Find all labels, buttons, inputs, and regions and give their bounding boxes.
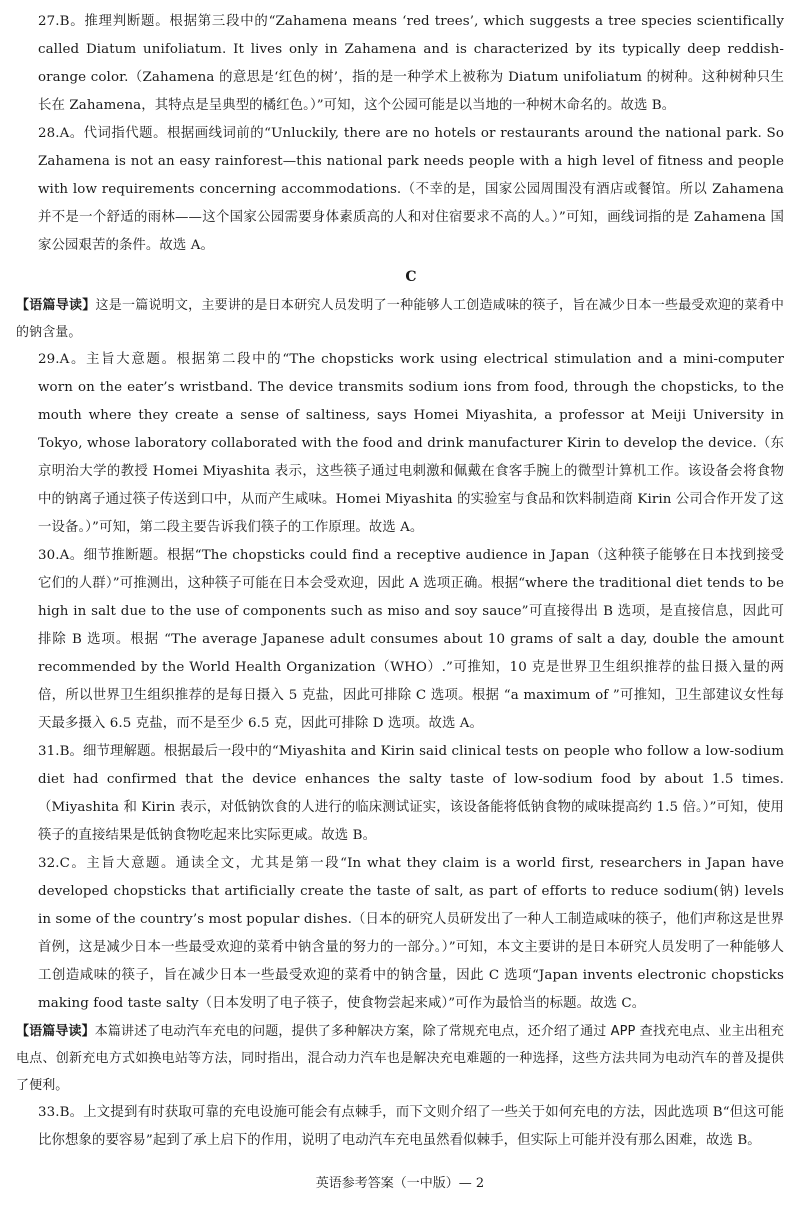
answer-31: 31.B。细节理解题。根据最后一段中的“Miyashita and Kirin said clinical tests on people who follow a low-sodium diet had confirmed that the device enhances the salty taste of low-sodium food by about 1.5 times.（Miyashita 和 Kirin 表示，对低钠饮食的人进行的临床测试证实，该设备能将低钠食物的咸味提高约 1.5 倍。）”可知，使用筷子的直接结果是低钠食物吃起来比实际更咸。故选 B。: [38, 744, 784, 843]
page-content: [0, 8, 800, 1155]
answer-30: 30.A。细节推断题。根据“The chopsticks could find a receptive audience in Japan（这种筷子能够在日本找到接受它们的人群）”可推测出，这种筷子可能在日本会受欢迎，因此 A 选项正确。根据“where the traditional diet tends to be high in salt due to the use of components such as miso and soy sauce”可直接得出 B 选项，是直接信息，因此可排除 B 选项。根据 “The average Japanese adult consumes about 10 grams of salt a day, double the amount recommended by the World Health Organization（WHO）.”可推知，10 克是世界卫生组织推荐的盐日摄入量的两倍，所以世界卫生组织推荐的是每日摄入 5 克盐，因此可排除 C 选项。根据 “a maximum of ”可推知，卫生部建议女性每天最多摄入 6.5 克盐，而不是至少 6.5 克，因此可排除 D 选项。故选 A。: [38, 548, 784, 731]
reading-guide-c: [16, 292, 784, 346]
reading-guide-text: 本篇讲述了电动汽车充电的问题，提供了多种解决方案，除了常规充电点，还介绍了通过 APP 查找充电点、业主出租充电点、创新充电方式如换电站等方法，同时指出，混合动力汽车也是解决充电难题的一种选择，这些方法共同为电动汽车的普及提供了便利。: [16, 1024, 784, 1093]
page-footer: 英语参考答案（一中版）— 2: [315, 1176, 485, 1191]
answer-28: 28.A。代词指代题。根据画线词前的“Unluckily, there are no hotels or restaurants around the national park. So Zahamena is not an easy rainforest—this national park needs people with a high level of fitness and people with low requirements concerning accommodations.（不幸的是，国家公园周围没有酒店或餐馆。所以 Zahamena 并不是一个舒适的雨林——这个国家公园需要身体素质高的人和对住宿要求不高的人。）”可知，画线词指的是 Zahamena 国家公园艰苦的条件。故选 A。: [38, 126, 784, 253]
reading-guide-text: 这是一篇说明文，主要讲的是日本研究人员发明了一种能够人工创造咸味的筷子，旨在减少日本一些最受欢迎的菜肴中的钠含量。: [16, 298, 784, 340]
reading-guide-tag: 【语篇导读】: [16, 298, 96, 313]
answer-32: 32.C。主旨大意题。通读全文，尤其是第一段“In what they claim is a world first, researchers in Japan have developed chopsticks that artificially create the taste of salt, as part of efforts to reduce sodium(钠) levels in some of the country’s most popular dishes.（日本的研究人员研发出了一种人工制造咸味的筷子，他们声称这是世界首例，这是减少日本一些最受欢迎的菜肴中钠含量的努力的一部分。）”可知，本文主要讲的是日本研究人员发明了一种能够人工创造咸味的筷子，旨在减少日本一些最受欢迎的菜肴中的钠含量，因此 C 选项“Japan invents electronic chopsticks making food taste salty（日本发明了电子筷子，使食物尝起来咸）”可作为最恰当的标题。故选 C。: [38, 856, 784, 1011]
answer-33: 33.B。上文提到有时获取可靠的充电设施可能会有点棘手，而下文则介绍了一些关于如何充电的方法，因此选项 B“但这可能比你想象的要容易”起到了承上启下的作用，说明了电动汽车充电虽然看似棘手，但实际上可能并没有那么困难，故选 B。: [38, 1105, 784, 1148]
section-c-heading: C: [405, 269, 417, 285]
reading-guide-tag: 【语篇导读】: [16, 1024, 95, 1039]
answer-29: 29.A。主旨大意题。根据第二段中的“The chopsticks work using electrical stimulation and a mini-computer worn on the eater’s wristband. The device transmits sodium ions from food, through the chopsticks, to the mouth where they create a sense of saltiness, says Homei Miyashita, a professor at Meiji University in Tokyo, whose laboratory collaborated with the food and drink manufacturer Kirin to develop the device.（东京明治大学的教授 Homei Miyashita 表示，这些筷子通过电刺激和佩戴在食客手腕上的微型计算机工作。该设备会将食物中的钠离子通过筷子传送到口中，从而产生咸味。Homei Miyashita 的实验室与食品和饮料制造商 Kirin 公司合作开发了这一设备。）”可知，第二段主要告诉我们筷子的工作原理。故选 A。: [38, 352, 784, 535]
reading-guide-d: [16, 1018, 784, 1099]
answer-27: 27.B。推理判断题。根据第三段中的“Zahamena means ‘red trees’, which suggests a tree species scientifically called Diatum unifoliatum. It lives only in Zahamena and is characterized by its typically deep reddish-orange color.（Zahamena 的意思是‘红色的树’，指的是一种学术上被称为 Diatum unifoliatum 的树种。这种树种只生长在 Zahamena，其特点是呈典型的橘红色。）”可知，这个公园可能是以当地的一种树木命名的。故选 B。: [38, 14, 784, 113]
